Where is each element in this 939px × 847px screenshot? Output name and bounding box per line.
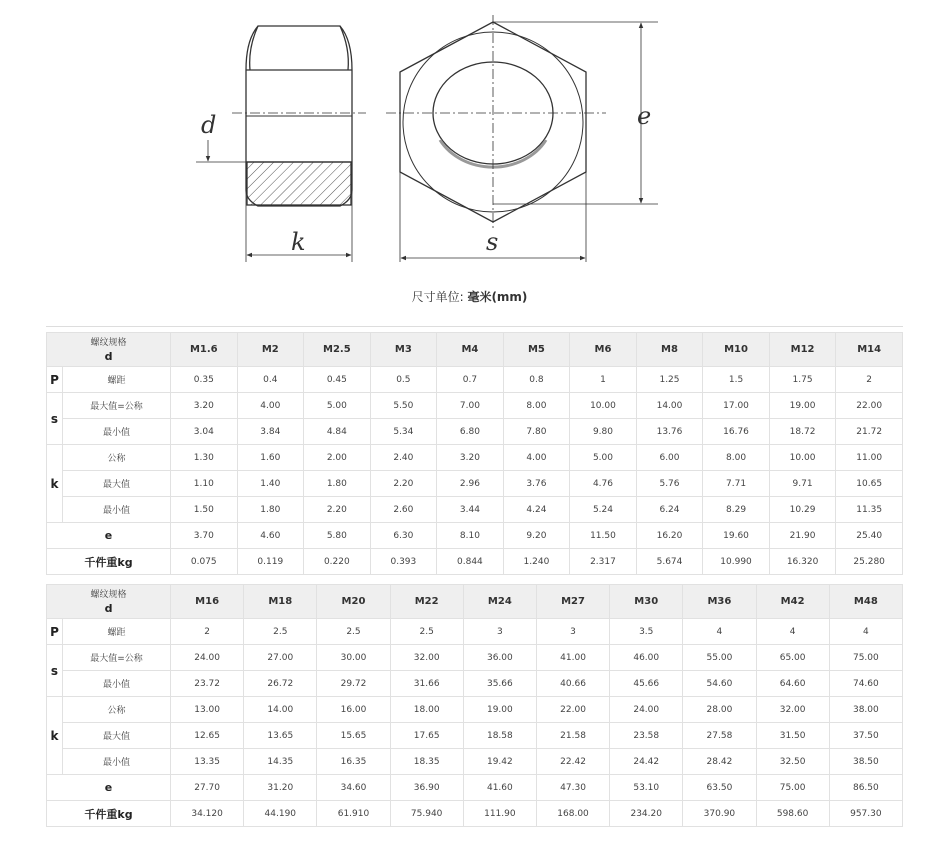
value-cell: 38.00 <box>829 697 902 723</box>
size-header: M36 <box>683 585 756 619</box>
size-header: M48 <box>829 585 902 619</box>
row-label-weight: 千件重kg <box>47 801 171 827</box>
value-cell: 9.71 <box>769 471 836 497</box>
value-cell: 21.72 <box>836 419 903 445</box>
value-cell: 1.40 <box>237 471 304 497</box>
value-cell: 19.00 <box>463 697 536 723</box>
row-label-k-max: 最大值 <box>63 471 171 497</box>
data-row-k-nom <box>47 445 903 471</box>
value-cell: 10.00 <box>570 393 637 419</box>
value-cell: 0.7 <box>437 367 504 393</box>
value-cell: 31.66 <box>390 671 463 697</box>
value-cell: 10.00 <box>769 445 836 471</box>
value-cell: 75.00 <box>756 775 829 801</box>
value-cell: 24.00 <box>171 645 244 671</box>
size-header: M8 <box>636 333 703 367</box>
value-cell: 1.75 <box>769 367 836 393</box>
value-cell: 24.00 <box>610 697 683 723</box>
value-cell: 27.70 <box>171 775 244 801</box>
value-cell: 31.20 <box>244 775 317 801</box>
size-header: M5 <box>503 333 570 367</box>
value-cell: 0.4 <box>237 367 304 393</box>
size-header: M6 <box>570 333 637 367</box>
data-row-e <box>47 775 903 801</box>
value-cell: 370.90 <box>683 801 756 827</box>
value-cell: 1.50 <box>171 497 238 523</box>
value-cell: 47.30 <box>536 775 609 801</box>
value-cell: 46.00 <box>610 645 683 671</box>
value-cell: 0.5 <box>370 367 437 393</box>
label-k: k <box>291 228 306 256</box>
value-cell: 18.58 <box>463 723 536 749</box>
value-cell: 12.65 <box>171 723 244 749</box>
value-cell: 13.76 <box>636 419 703 445</box>
value-cell: 34.60 <box>317 775 390 801</box>
value-cell: 23.58 <box>610 723 683 749</box>
value-cell: 29.72 <box>317 671 390 697</box>
value-cell: 61.910 <box>317 801 390 827</box>
value-cell: 18.72 <box>769 419 836 445</box>
value-cell: 65.00 <box>756 645 829 671</box>
value-cell: 15.65 <box>317 723 390 749</box>
value-cell: 63.50 <box>683 775 756 801</box>
value-cell: 14.35 <box>244 749 317 775</box>
value-cell: 2.5 <box>317 619 390 645</box>
group-label-s: s <box>47 645 63 697</box>
value-cell: 1 <box>570 367 637 393</box>
value-cell: 3 <box>536 619 609 645</box>
value-cell: 11.00 <box>836 445 903 471</box>
row-label-s-max: 最大值=公称 <box>63 645 171 671</box>
row-label-k-nom: 公称 <box>63 697 171 723</box>
value-cell: 22.42 <box>536 749 609 775</box>
group-label-P: P <box>47 619 63 645</box>
value-cell: 3.76 <box>503 471 570 497</box>
value-cell: 64.60 <box>756 671 829 697</box>
value-cell: 32.00 <box>756 697 829 723</box>
value-cell: 34.120 <box>171 801 244 827</box>
value-cell: 18.00 <box>390 697 463 723</box>
value-cell: 53.10 <box>610 775 683 801</box>
value-cell: 4.60 <box>237 523 304 549</box>
value-cell: 5.00 <box>570 445 637 471</box>
value-cell: 2.40 <box>370 445 437 471</box>
data-row-pitch <box>47 367 903 393</box>
value-cell: 2.60 <box>370 497 437 523</box>
label-e: e <box>637 102 652 130</box>
value-cell: 41.60 <box>463 775 536 801</box>
value-cell: 25.280 <box>836 549 903 575</box>
value-cell: 13.65 <box>244 723 317 749</box>
value-cell: 2.96 <box>437 471 504 497</box>
value-cell: 14.00 <box>636 393 703 419</box>
value-cell: 4.76 <box>570 471 637 497</box>
header-row <box>47 333 903 367</box>
value-cell: 6.30 <box>370 523 437 549</box>
row-label-weight: 千件重kg <box>47 549 171 575</box>
dimension-d <box>196 140 246 162</box>
value-cell: 5.674 <box>636 549 703 575</box>
value-cell: 0.35 <box>171 367 238 393</box>
value-cell: 3.20 <box>437 445 504 471</box>
value-cell: 1.80 <box>237 497 304 523</box>
value-cell: 0.45 <box>304 367 371 393</box>
value-cell: 3.44 <box>437 497 504 523</box>
row-label-k-max: 最大值 <box>63 723 171 749</box>
value-cell: 8.10 <box>437 523 504 549</box>
size-header: M42 <box>756 585 829 619</box>
value-cell: 3.20 <box>171 393 238 419</box>
value-cell: 55.00 <box>683 645 756 671</box>
value-cell: 54.60 <box>683 671 756 697</box>
value-cell: 957.30 <box>829 801 902 827</box>
data-row-k-min <box>47 497 903 523</box>
value-cell: 1.240 <box>503 549 570 575</box>
value-cell: 37.50 <box>829 723 902 749</box>
value-cell: 10.990 <box>703 549 770 575</box>
value-cell: 16.76 <box>703 419 770 445</box>
value-cell: 8.29 <box>703 497 770 523</box>
value-cell: 2.5 <box>244 619 317 645</box>
row-label-s-min: 最小值 <box>63 671 171 697</box>
value-cell: 111.90 <box>463 801 536 827</box>
value-cell: 598.60 <box>756 801 829 827</box>
value-cell: 4.00 <box>503 445 570 471</box>
value-cell: 0.393 <box>370 549 437 575</box>
value-cell: 24.42 <box>610 749 683 775</box>
caption-unit: 毫米(mm) <box>467 290 528 304</box>
data-row-s-max <box>47 645 903 671</box>
row-label-k-min: 最小值 <box>63 497 171 523</box>
value-cell: 234.20 <box>610 801 683 827</box>
value-cell: 5.76 <box>636 471 703 497</box>
size-header: M14 <box>836 333 903 367</box>
value-cell: 13.35 <box>171 749 244 775</box>
data-row-k-min <box>47 749 903 775</box>
size-header: M22 <box>390 585 463 619</box>
label-s: s <box>486 228 499 256</box>
group-label-P: P <box>47 367 63 393</box>
data-row-s-min <box>47 419 903 445</box>
value-cell: 25.40 <box>836 523 903 549</box>
value-cell: 31.50 <box>756 723 829 749</box>
value-cell: 30.00 <box>317 645 390 671</box>
value-cell: 1.80 <box>304 471 371 497</box>
value-cell: 0.8 <box>503 367 570 393</box>
value-cell: 1.10 <box>171 471 238 497</box>
value-cell: 4 <box>683 619 756 645</box>
value-cell: 4.00 <box>237 393 304 419</box>
value-cell: 41.00 <box>536 645 609 671</box>
size-header: M1.6 <box>171 333 238 367</box>
nut-top-view <box>400 22 658 262</box>
group-label-k: k <box>47 697 63 775</box>
value-cell: 7.00 <box>437 393 504 419</box>
value-cell: 0.075 <box>171 549 238 575</box>
size-header: M30 <box>610 585 683 619</box>
size-header: M2 <box>237 333 304 367</box>
value-cell: 2.00 <box>304 445 371 471</box>
value-cell: 1.60 <box>237 445 304 471</box>
value-cell: 16.00 <box>317 697 390 723</box>
value-cell: 0.220 <box>304 549 371 575</box>
value-cell: 6.00 <box>636 445 703 471</box>
value-cell: 7.71 <box>703 471 770 497</box>
size-header: M18 <box>244 585 317 619</box>
value-cell: 3.84 <box>237 419 304 445</box>
row-label-pitch: 螺距 <box>63 619 171 645</box>
value-cell: 6.80 <box>437 419 504 445</box>
value-cell: 17.65 <box>390 723 463 749</box>
value-cell: 32.00 <box>390 645 463 671</box>
unit-caption <box>0 288 939 305</box>
value-cell: 2.5 <box>390 619 463 645</box>
value-cell: 27.58 <box>683 723 756 749</box>
value-cell: 10.29 <box>769 497 836 523</box>
value-cell: 4.24 <box>503 497 570 523</box>
value-cell: 19.60 <box>703 523 770 549</box>
size-header: M4 <box>437 333 504 367</box>
value-cell: 27.00 <box>244 645 317 671</box>
value-cell: 44.190 <box>244 801 317 827</box>
value-cell: 4 <box>756 619 829 645</box>
group-label-k: k <box>47 445 63 523</box>
size-header: M2.5 <box>304 333 371 367</box>
value-cell: 5.80 <box>304 523 371 549</box>
value-cell: 5.34 <box>370 419 437 445</box>
value-cell: 45.66 <box>610 671 683 697</box>
value-cell: 75.00 <box>829 645 902 671</box>
header-row <box>47 585 903 619</box>
value-cell: 26.72 <box>244 671 317 697</box>
value-cell: 8.00 <box>703 445 770 471</box>
value-cell: 13.00 <box>171 697 244 723</box>
value-cell: 0.119 <box>237 549 304 575</box>
value-cell: 5.50 <box>370 393 437 419</box>
value-cell: 21.90 <box>769 523 836 549</box>
data-row-weight <box>47 549 903 575</box>
size-header: M24 <box>463 585 536 619</box>
row-label-e: e <box>47 775 171 801</box>
value-cell: 86.50 <box>829 775 902 801</box>
hex-nut-drawing <box>0 0 939 285</box>
spec-d-label: d <box>104 349 113 363</box>
caption-prefix: 尺寸单位: <box>411 290 468 304</box>
divider <box>46 326 903 327</box>
row-label-e: e <box>47 523 171 549</box>
spec-table-1 <box>46 332 903 575</box>
value-cell: 3.70 <box>171 523 238 549</box>
data-row-k-max <box>47 471 903 497</box>
value-cell: 11.35 <box>836 497 903 523</box>
value-cell: 1.25 <box>636 367 703 393</box>
size-header: M20 <box>317 585 390 619</box>
value-cell: 22.00 <box>836 393 903 419</box>
spec-label: 螺纹规格 <box>90 589 127 600</box>
value-cell: 16.320 <box>769 549 836 575</box>
value-cell: 3 <box>463 619 536 645</box>
row-label-s-max: 最大值=公称 <box>63 393 171 419</box>
value-cell: 5.24 <box>570 497 637 523</box>
value-cell: 19.42 <box>463 749 536 775</box>
value-cell: 16.20 <box>636 523 703 549</box>
value-cell: 74.60 <box>829 671 902 697</box>
spec-d-label: d <box>104 601 113 615</box>
value-cell: 19.00 <box>769 393 836 419</box>
value-cell: 38.50 <box>829 749 902 775</box>
value-cell: 40.66 <box>536 671 609 697</box>
value-cell: 4.84 <box>304 419 371 445</box>
value-cell: 1.30 <box>171 445 238 471</box>
value-cell: 36.00 <box>463 645 536 671</box>
value-cell: 9.80 <box>570 419 637 445</box>
value-cell: 5.00 <box>304 393 371 419</box>
value-cell: 4 <box>829 619 902 645</box>
data-row-e <box>47 523 903 549</box>
value-cell: 2 <box>171 619 244 645</box>
data-row-weight <box>47 801 903 827</box>
value-cell: 75.940 <box>390 801 463 827</box>
value-cell: 21.58 <box>536 723 609 749</box>
nut-side-view <box>246 26 352 262</box>
spec-table-2 <box>46 584 903 827</box>
value-cell: 35.66 <box>463 671 536 697</box>
value-cell: 11.50 <box>570 523 637 549</box>
spec-label-cell <box>47 585 171 619</box>
spec-label-cell <box>47 333 171 367</box>
value-cell: 14.00 <box>244 697 317 723</box>
value-cell: 9.20 <box>503 523 570 549</box>
size-header: M10 <box>703 333 770 367</box>
size-header: M16 <box>171 585 244 619</box>
value-cell: 28.00 <box>683 697 756 723</box>
size-header: M3 <box>370 333 437 367</box>
size-header: M12 <box>769 333 836 367</box>
value-cell: 17.00 <box>703 393 770 419</box>
label-d: d <box>201 111 217 139</box>
spec-label: 螺纹规格 <box>90 337 127 348</box>
value-cell: 23.72 <box>171 671 244 697</box>
row-label-pitch: 螺距 <box>63 367 171 393</box>
value-cell: 2 <box>836 367 903 393</box>
value-cell: 28.42 <box>683 749 756 775</box>
value-cell: 16.35 <box>317 749 390 775</box>
row-label-k-nom: 公称 <box>63 445 171 471</box>
data-row-s-max <box>47 393 903 419</box>
value-cell: 10.65 <box>836 471 903 497</box>
value-cell: 7.80 <box>503 419 570 445</box>
value-cell: 168.00 <box>536 801 609 827</box>
value-cell: 2.20 <box>304 497 371 523</box>
row-label-s-min: 最小值 <box>63 419 171 445</box>
row-label-k-min: 最小值 <box>63 749 171 775</box>
value-cell: 18.35 <box>390 749 463 775</box>
data-row-pitch <box>47 619 903 645</box>
value-cell: 3.04 <box>171 419 238 445</box>
value-cell: 0.844 <box>437 549 504 575</box>
size-header: M27 <box>536 585 609 619</box>
value-cell: 36.90 <box>390 775 463 801</box>
value-cell: 6.24 <box>636 497 703 523</box>
value-cell: 1.5 <box>703 367 770 393</box>
group-label-s: s <box>47 393 63 445</box>
value-cell: 22.00 <box>536 697 609 723</box>
value-cell: 32.50 <box>756 749 829 775</box>
value-cell: 3.5 <box>610 619 683 645</box>
value-cell: 2.20 <box>370 471 437 497</box>
data-row-k-nom <box>47 697 903 723</box>
data-row-k-max <box>47 723 903 749</box>
data-row-s-min <box>47 671 903 697</box>
value-cell: 8.00 <box>503 393 570 419</box>
value-cell: 2.317 <box>570 549 637 575</box>
